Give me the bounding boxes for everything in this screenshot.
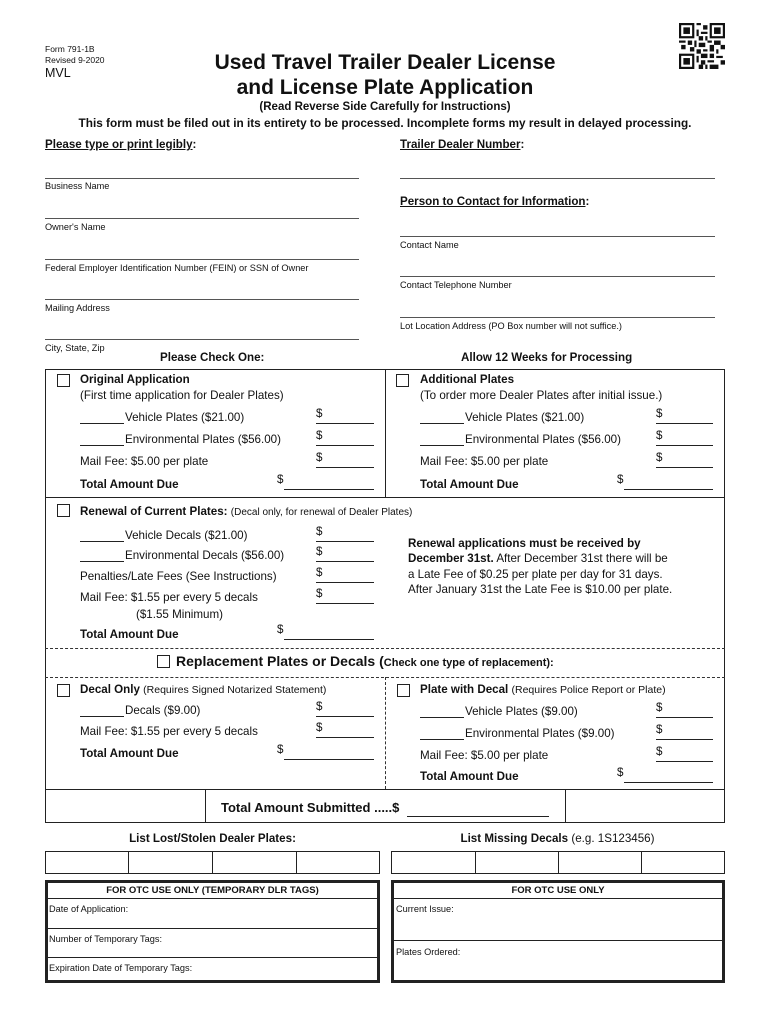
contact-name-label: Contact Name [400,240,459,250]
original-vehicle-label: Vehicle Plates ($21.00) [125,411,245,424]
original-vehicle-amount[interactable] [316,423,374,424]
plate-with-decal-heading: Plate with Decal (Requires Police Report or Plate) [420,683,666,696]
fein-label: Federal Employer Identification Number (FEIN) or SSN of Owner [45,263,309,273]
original-mail-fee: Mail Fee: $5.00 per plate [80,455,209,468]
plate-decal-env-qty[interactable] [420,739,464,740]
total-submitted-label: Total Amount Submitted .....$ [221,800,400,815]
lost-plate-cell[interactable] [212,851,297,874]
renewal-notice-line2: December 31st. After December 31st there will be [408,552,668,565]
dollar-sign: $ [656,451,663,464]
lot-location-label: Lot Location Address (PO Box number will not suffice.) [400,321,622,331]
plate-decal-vehicle-amount[interactable] [656,717,713,718]
decal-only-checkbox[interactable] [57,684,70,697]
renewal-notice-line1: Renewal applications must be received by [408,537,641,550]
form-subtitle: (Read Reverse Side Carefully for Instructions) [259,101,511,113]
additional-subtitle: (To order more Dealer Plates after initial issue.) [420,389,663,402]
additional-mail-fee: Mail Fee: $5.00 per plate [420,455,549,468]
additional-vehicle-qty[interactable] [420,423,464,424]
form-notice: This form must be filed out in its entirety to be processed. Incomplete forms my result in delayed processing. [78,116,692,130]
missing-decal-cell[interactable] [641,851,725,874]
replacement-checkbox[interactable] [157,655,170,668]
dealer-number-label: Trailer Dealer Number: [400,138,525,151]
total-submitted-amount[interactable] [407,816,549,817]
otc-left-divider [47,928,378,929]
additional-env-label: Environmental Plates ($56.00) [465,433,621,446]
contact-phone-label: Contact Telephone Number [400,280,512,290]
dollar-sign: $ [316,545,323,558]
original-subtitle: (First time application for Dealer Plates) [80,389,284,402]
otc-right-title: FOR OTC USE ONLY [511,885,605,896]
renewal-env-qty[interactable] [80,561,124,562]
lost-plate-cell[interactable] [296,851,380,874]
original-env-label: Environmental Plates ($56.00) [125,433,281,446]
missing-decals-label: List Missing Decals (e.g. 1S123456) [460,832,655,845]
dollar-sign: $ [656,429,663,442]
divider-total-right [565,789,566,823]
business-name-field[interactable] [45,178,359,179]
revised-date: Revised 9-2020 [45,55,105,65]
renewal-notice-line4: After January 31st the Late Fee is $10.00 per plate. [408,583,673,596]
decal-only-qty[interactable] [80,716,124,717]
renewal-vehicle-label: Vehicle Decals ($21.00) [125,529,248,542]
dollar-sign: $ [316,407,323,420]
additional-env-amount[interactable] [656,445,713,446]
plate-decal-total-amount[interactable] [624,782,713,783]
divider-original-additional [385,369,386,497]
decal-only-total-amount[interactable] [284,759,374,760]
plate-decal-total-label: Total Amount Due [420,770,519,783]
business-name-label: Business Name [45,181,110,191]
divider-total-left [205,789,206,823]
original-env-amount[interactable] [316,445,374,446]
original-total-amount[interactable] [284,489,374,490]
decal-only-mail-amount[interactable] [316,737,374,738]
dollar-sign: $ [316,566,323,579]
lot-location-field[interactable] [400,317,715,318]
renewal-checkbox[interactable] [57,504,70,517]
original-vehicle-qty[interactable] [80,423,124,424]
additional-env-qty[interactable] [420,445,464,446]
plate-decal-vehicle-qty[interactable] [420,717,464,718]
renewal-penalties-label: Penalties/Late Fees (See Instructions) [80,570,277,583]
otc-date-of-application: Date of Application: [49,904,129,914]
renewal-penalties-amount[interactable] [316,582,374,583]
otc-left-divider [47,957,378,958]
otc-right-divider [393,940,723,941]
please-check-one: Please Check One: [160,351,265,364]
renewal-mail-fee: Mail Fee: $1.55 per every 5 decals [80,591,258,604]
otc-number-of-temp-tags: Number of Temporary Tags: [49,934,163,944]
mailing-address-label: Mailing Address [45,303,110,313]
renewal-notice-line3: a Late Fee of $0.25 per plate per day for 31 days. [408,568,663,581]
original-application-checkbox[interactable] [57,374,70,387]
missing-decal-cell[interactable] [475,851,559,874]
dollar-sign: $ [316,587,323,600]
dollar-sign: $ [277,473,284,486]
renewal-total-label: Total Amount Due [80,628,179,641]
additional-total-label: Total Amount Due [420,478,519,491]
dollar-sign: $ [316,451,323,464]
additional-total-amount[interactable] [624,489,713,490]
otc-plates-ordered: Plates Ordered: [396,947,461,957]
renewal-env-amount[interactable] [316,561,374,562]
lost-plate-cell[interactable] [45,851,129,874]
lost-plates-label: List Lost/Stolen Dealer Plates: [129,832,296,845]
dollar-sign: $ [277,743,284,756]
plate-decal-mail-fee: Mail Fee: $5.00 per plate [420,749,549,762]
renewal-heading: Renewal of Current Plates: (Decal only, for renewal of Dealer Plates) [80,505,413,518]
form-number: Form 791-1B [45,44,95,54]
additional-vehicle-amount[interactable] [656,423,713,424]
contact-name-field[interactable] [400,236,715,237]
dollar-sign: $ [316,525,323,538]
decal-only-decals-amount[interactable] [316,716,374,717]
otc-expiration-date: Expiration Date of Temporary Tags: [49,963,193,973]
contact-phone-field[interactable] [400,276,715,277]
dollar-sign: $ [656,723,663,736]
otc-right-inner [393,882,723,981]
renewal-vehicle-amount[interactable] [316,541,374,542]
otc-left-divider [47,898,378,899]
plate-decal-env-label: Environmental Plates ($9.00) [465,727,615,740]
additional-mail-amount[interactable] [656,467,713,468]
city-state-zip-label: City, State, Zip [45,343,105,353]
decal-only-decals-label: Decals ($9.00) [125,704,201,717]
plate-decal-vehicle-label: Vehicle Plates ($9.00) [465,705,578,718]
dollar-sign: $ [617,473,624,486]
divider-decal-plate [385,677,386,789]
dollar-sign: $ [316,429,323,442]
print-legibly-label: Please type or print legibly: [45,138,197,151]
original-total-label: Total Amount Due [80,478,179,491]
otc-right-divider [393,898,723,899]
form-title-line2: and License Plate Application [236,76,534,99]
otc-left-title: FOR OTC USE ONLY (TEMPORARY DLR TAGS) [106,885,319,896]
replacement-heading: Replacement Plates or Decals (Check one type of replacement): [176,653,554,669]
contact-heading: Person to Contact for Information: [400,195,590,208]
dollar-sign: $ [316,721,323,734]
divider-replacement-top [45,648,725,649]
city-state-zip-field[interactable] [45,339,359,340]
owners-name-label: Owner's Name [45,222,106,232]
dollar-sign: $ [277,623,284,636]
original-env-qty[interactable] [80,445,124,446]
original-mail-amount[interactable] [316,467,374,468]
dealer-number-field[interactable] [400,178,715,179]
renewal-env-label: Environmental Decals ($56.00) [125,549,285,562]
plate-decal-mail-amount[interactable] [656,761,713,762]
allow-weeks-notice: Allow 12 Weeks for Processing [461,351,633,364]
divider-renewal-top [45,497,725,498]
plate-decal-env-amount[interactable] [656,739,713,740]
qr-code-icon [679,23,725,69]
decal-only-heading: Decal Only (Requires Signed Notarized Statement) [80,683,327,696]
divider-total-top [45,789,725,790]
additional-vehicle-label: Vehicle Plates ($21.00) [465,411,585,424]
decal-only-mail-fee: Mail Fee: $1.55 per every 5 decals [80,725,258,738]
additional-plates-checkbox[interactable] [396,374,409,387]
renewal-vehicle-qty[interactable] [80,541,124,542]
renewal-total-amount[interactable] [284,639,374,640]
renewal-mail-amount[interactable] [316,603,374,604]
mailing-address-field[interactable] [45,299,359,300]
additional-title: Additional Plates [420,373,515,386]
missing-decal-cell[interactable] [391,851,476,874]
dollar-sign: $ [316,700,323,713]
renewal-mail-minimum: ($1.55 Minimum) [136,608,223,621]
agency-code: MVL [45,66,71,80]
dollar-sign: $ [656,407,663,420]
original-title: Original Application [80,373,190,386]
lost-plate-cell[interactable] [128,851,213,874]
dollar-sign: $ [656,745,663,758]
plate-with-decal-checkbox[interactable] [397,684,410,697]
dollar-sign: $ [617,766,624,779]
decal-only-total-label: Total Amount Due [80,747,179,760]
owners-name-field[interactable] [45,218,359,219]
fein-field[interactable] [45,259,359,260]
dollar-sign: $ [656,701,663,714]
form-title-line1: Used Travel Trailer Dealer License [214,51,556,74]
missing-decal-cell[interactable] [558,851,642,874]
otc-current-issue: Current Issue: [396,904,454,914]
